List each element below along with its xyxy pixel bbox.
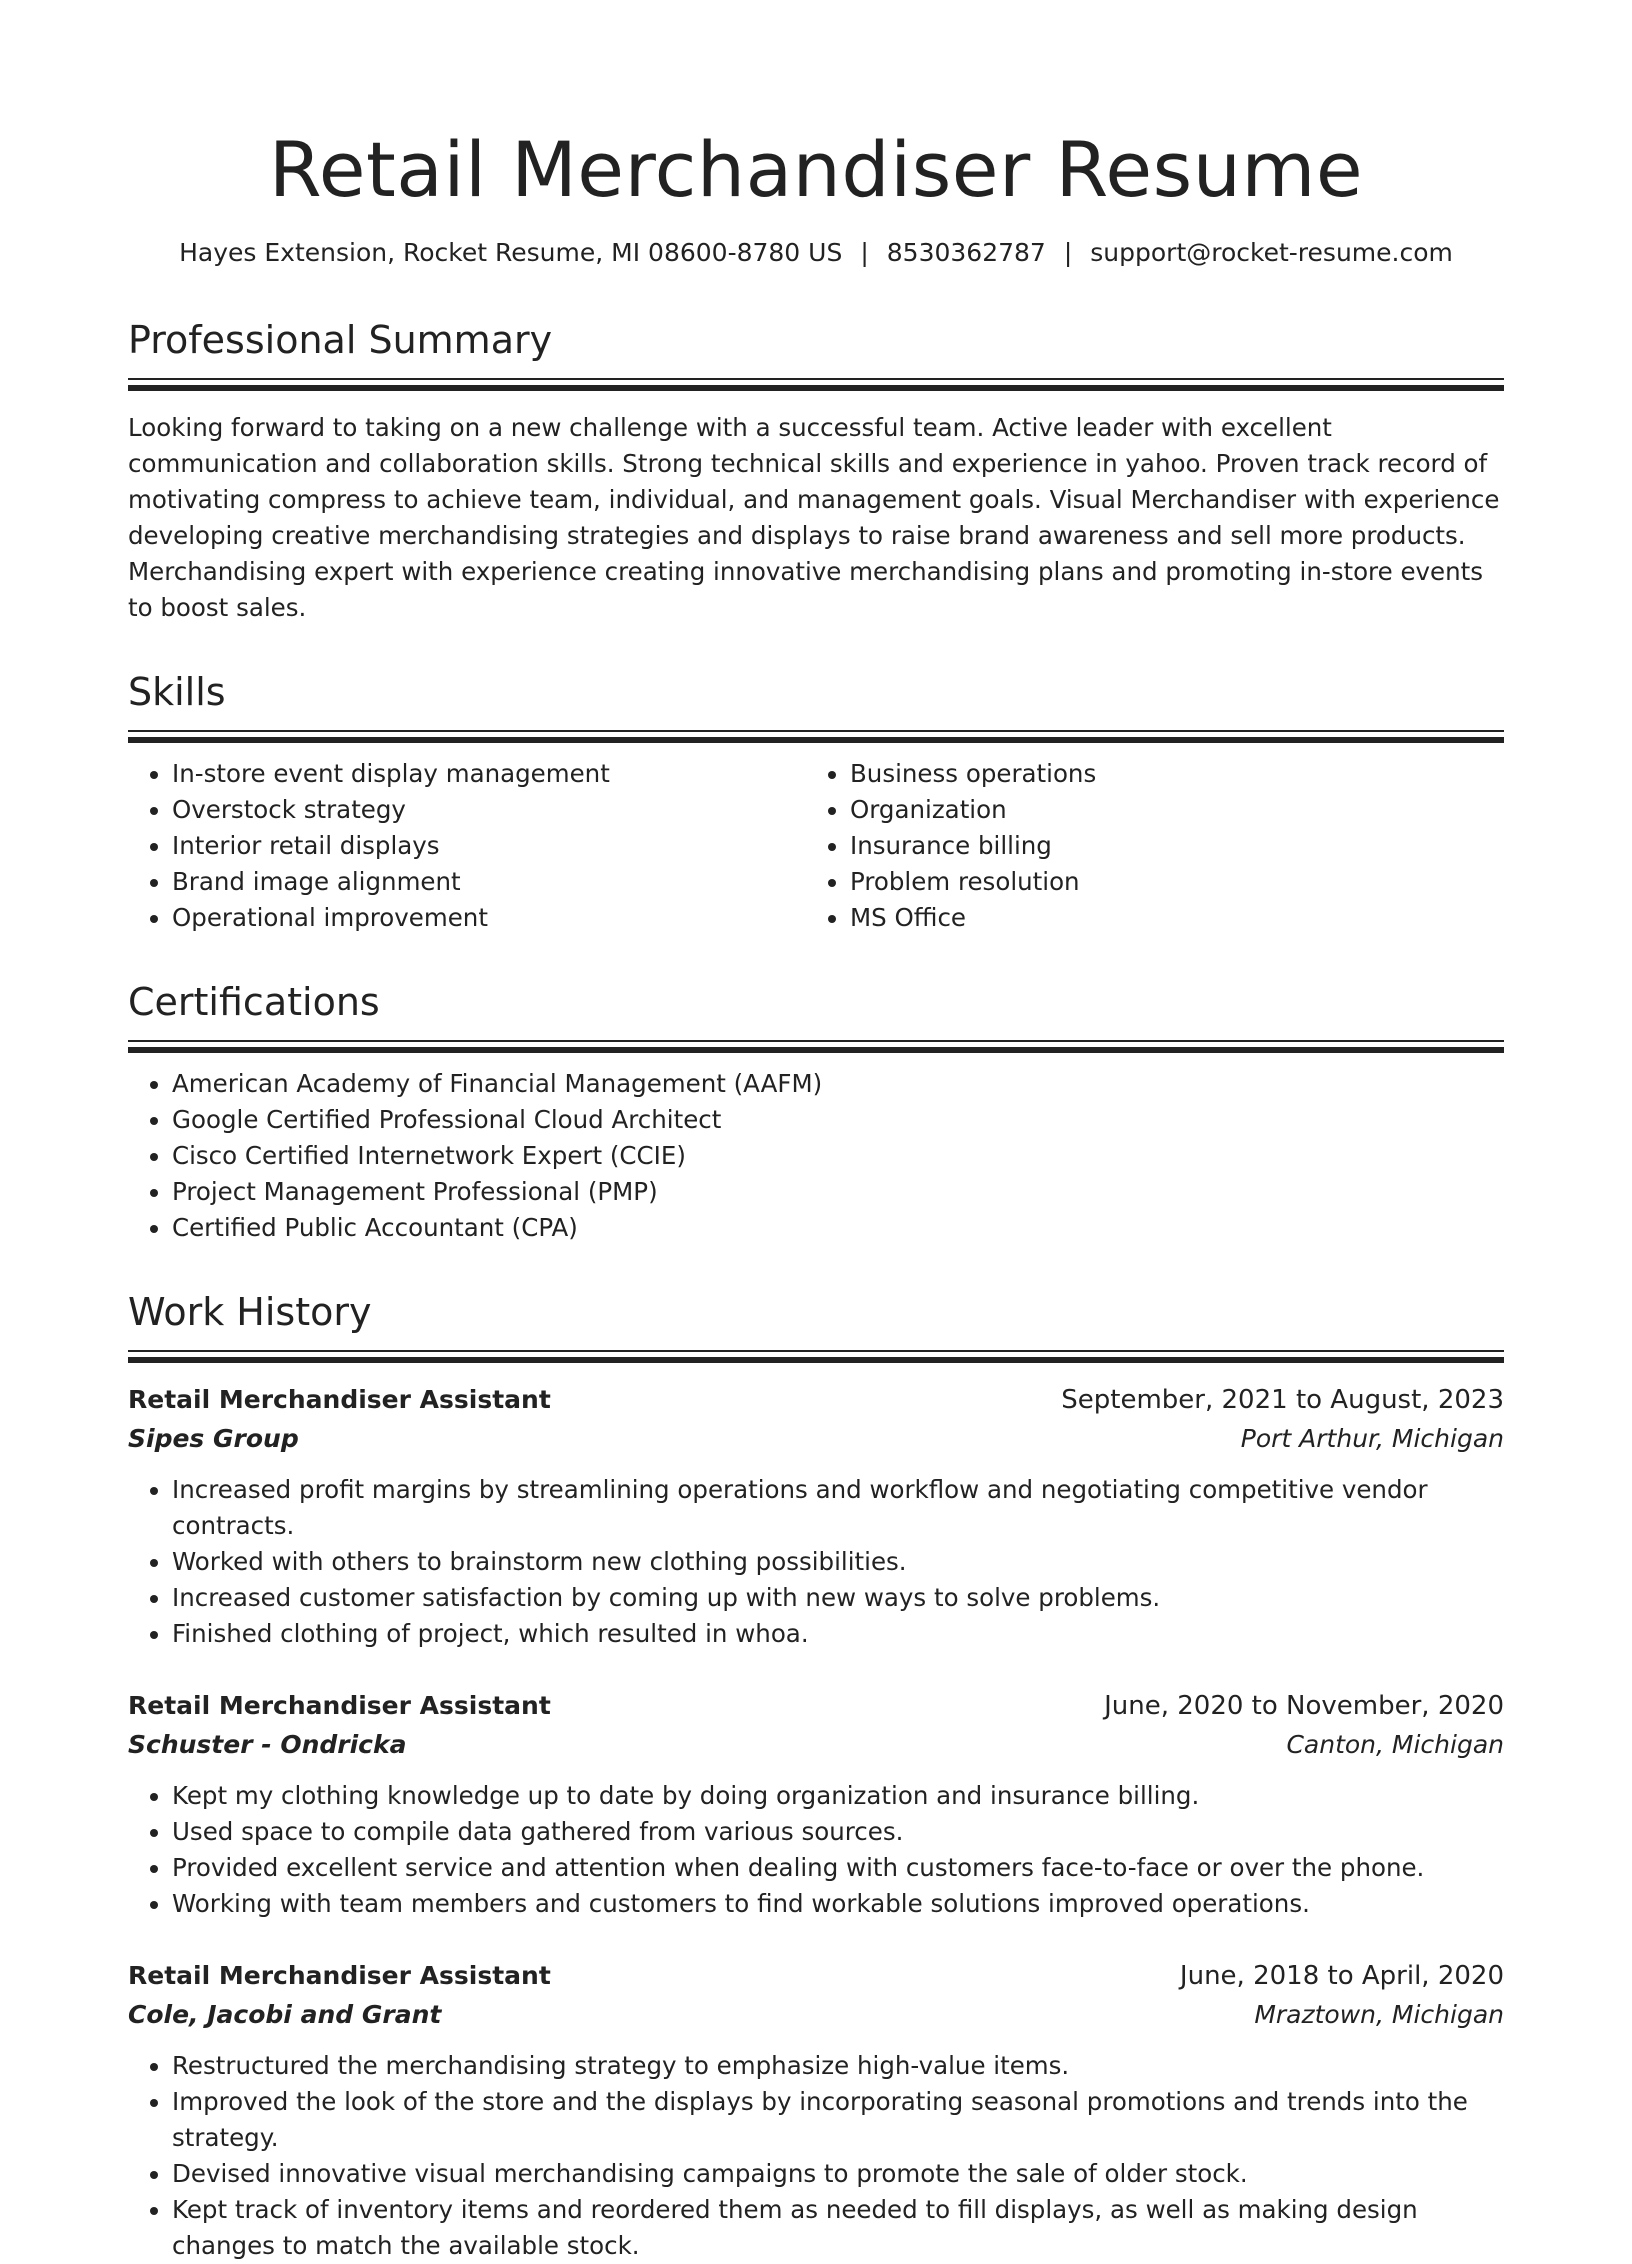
certification-item: • Project Management Professional (PMP) xyxy=(172,1174,1504,1210)
job-bullet: • Working with team members and customers to find workable solutions improved operations. xyxy=(172,1886,1504,1922)
job-title: Retail Merchandiser Assistant xyxy=(128,1691,551,1720)
skill-item: • Brand image alignment xyxy=(172,864,806,900)
job-dates: June, 2018 to April, 2020 xyxy=(1179,1961,1504,1991)
resume-page xyxy=(128,0,1504,2264)
section-divider xyxy=(128,730,1504,732)
contact-email[interactable]: support@rocket-resume.com xyxy=(1090,238,1453,267)
contact-line xyxy=(128,236,1504,270)
job-bullet: • Increased customer satisfaction by coming up with new ways to solve problems. xyxy=(172,1580,1504,1616)
certifications-heading: Certifications xyxy=(128,980,380,1024)
job-bullet: • Kept my clothing knowledge up to date by doing organization and insurance billing. xyxy=(172,1778,1504,1814)
section-divider xyxy=(128,378,1504,380)
job-bullet: • Devised innovative visual merchandising campaigns to promote the sale of older stock. xyxy=(172,2156,1504,2192)
skills-column-right xyxy=(806,756,1484,936)
job-dates: June, 2020 to November, 2020 xyxy=(1104,1691,1504,1721)
work-history-heading: Work History xyxy=(128,1290,372,1334)
job-bullet: • Restructured the merchandising strategy to emphasize high-value items. xyxy=(172,2048,1504,2084)
certification-item: • American Academy of Financial Management (AAFM) xyxy=(172,1066,1504,1102)
job-bullet: • Finished clothing of project, which resulted in whoa. xyxy=(172,1616,1504,1652)
contact-separator: | xyxy=(860,238,869,267)
job-company: Sipes Group xyxy=(128,1424,299,1453)
skill-item: • Interior retail displays xyxy=(172,828,806,864)
skill-item: • Business operations xyxy=(850,756,1484,792)
job-bullets xyxy=(128,1472,1504,1652)
summary-text: Looking forward to taking on a new challenge with a successful team. Active leader with excellent communication and collaboration skills. Strong technical skills and experience in yahoo. Proven track record of motivating compress to achieve team, individual, and management goals. Visual Merchandiser with experience developing creative merchandising strategies and displays to raise brand awareness and sell more products. Merchandising expert with experience creating innovative merchandising plans and promoting in-store events to boost sales. xyxy=(128,413,1500,622)
job-bullet: • Kept track of inventory items and reordered them as needed to fill displays, as well as making design changes to match the available stock. xyxy=(172,2192,1504,2264)
certification-item: • Certified Public Accountant (CPA) xyxy=(172,1210,1504,1246)
job-bullet: • Improved the look of the store and the displays by incorporating seasonal promotions and trends into the strategy. xyxy=(172,2084,1504,2156)
skill-item: • Insurance billing xyxy=(850,828,1484,864)
job-title: Retail Merchandiser Assistant xyxy=(128,1385,551,1414)
resume-title: Retail Merchandiser Resume xyxy=(268,125,1364,214)
job-location: Canton, Michigan xyxy=(1286,1730,1504,1759)
job-company: Cole, Jacobi and Grant xyxy=(128,2000,442,2029)
contact-separator: | xyxy=(1063,238,1073,267)
job-company: Schuster - Ondricka xyxy=(128,1730,407,1759)
contact-phone: 8530362787 xyxy=(886,238,1046,267)
job-title: Retail Merchandiser Assistant xyxy=(128,1961,551,1990)
job-bullet: • Increased profit margins by streamlining operations and workflow and negotiating competitive vendor contracts. xyxy=(172,1472,1504,1544)
certifications-list xyxy=(128,1066,1504,1246)
job-bullets xyxy=(128,2048,1504,2264)
certification-item: • Cisco Certified Internetwork Expert (CCIE) xyxy=(172,1138,1504,1174)
skills-column-left xyxy=(128,756,806,936)
job-bullet: • Worked with others to brainstorm new clothing possibilities. xyxy=(172,1544,1504,1580)
skill-item: • MS Office xyxy=(850,900,1484,936)
skill-item: • Problem resolution xyxy=(850,864,1484,900)
summary-heading: Professional Summary xyxy=(128,318,553,362)
job-entry xyxy=(128,1380,1504,1652)
skills-heading: Skills xyxy=(128,670,226,714)
section-divider xyxy=(128,1350,1504,1352)
job-entry xyxy=(128,1956,1504,2264)
job-bullet: • Used space to compile data gathered from various sources. xyxy=(172,1814,1504,1850)
skill-item: • Operational improvement xyxy=(172,900,806,936)
job-entry xyxy=(128,1686,1504,1922)
skills-list xyxy=(128,756,1504,936)
skill-item: • Organization xyxy=(850,792,1484,828)
contact-address: Hayes Extension, Rocket Resume, MI 08600-8780 US xyxy=(179,238,843,267)
skill-item: • In-store event display management xyxy=(172,756,806,792)
job-bullets xyxy=(128,1778,1504,1922)
section-divider xyxy=(128,1040,1504,1042)
skill-item: • Overstock strategy xyxy=(172,792,806,828)
job-dates: September, 2021 to August, 2023 xyxy=(1061,1385,1504,1415)
certification-item: • Google Certified Professional Cloud Architect xyxy=(172,1102,1504,1138)
job-location: Mraztown, Michigan xyxy=(1254,2000,1504,2029)
job-bullet: • Provided excellent service and attention when dealing with customers face-to-face or over the phone. xyxy=(172,1850,1504,1886)
job-location: Port Arthur, Michigan xyxy=(1240,1424,1504,1453)
